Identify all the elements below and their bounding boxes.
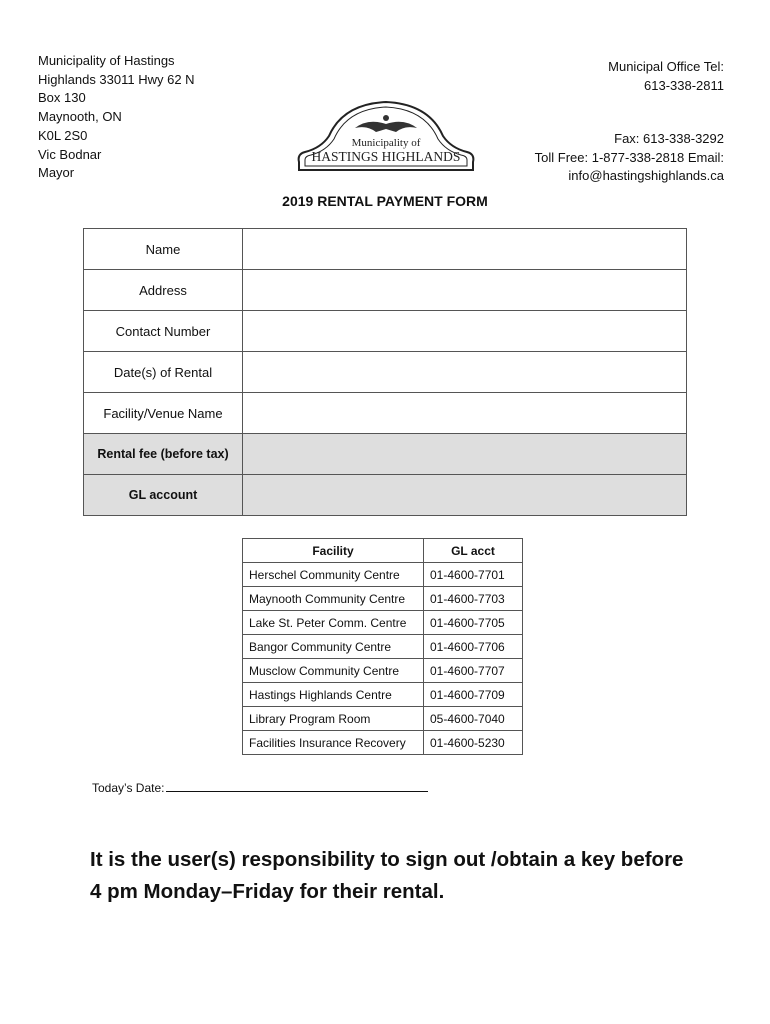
email-address: info@hastingshighlands.ca <box>568 168 724 184</box>
form-row-gl-account <box>84 475 687 516</box>
table-row <box>243 659 523 683</box>
table-row <box>243 707 523 731</box>
table-row <box>243 635 523 659</box>
hastings-highlands-logo <box>293 94 479 178</box>
name-field[interactable] <box>243 229 687 270</box>
form-label: Contact Number <box>84 311 243 352</box>
todays-date-field[interactable] <box>166 779 428 792</box>
form-label: Name <box>84 229 243 270</box>
form-label: Rental fee (before tax) <box>84 434 243 475</box>
logo-text-line2: HASTINGS HIGHLANDS <box>311 149 461 164</box>
facility-cell: Maynooth Community Centre <box>243 587 424 611</box>
form-label: Date(s) of Rental <box>84 352 243 393</box>
todays-date <box>92 779 428 795</box>
toll-free-number: Toll Free: 1-877-338-2818 Email: <box>534 149 724 165</box>
note-line: 4 pm Monday–Friday for their rental. <box>90 880 445 903</box>
form-title: 2019 RENTAL PAYMENT FORM <box>282 193 488 209</box>
address-line: Box 130 <box>38 90 86 106</box>
facility-cell: Bangor Community Centre <box>243 635 424 659</box>
gl-acct-cell: 01-4600-7707 <box>424 659 523 683</box>
logo-text-line1: Municipality of <box>351 137 421 149</box>
table-row <box>243 683 523 707</box>
form-label: GL account <box>84 475 243 516</box>
table-row <box>243 611 523 635</box>
address-line: K0L 2S0 <box>38 127 88 143</box>
facility-cell: Lake St. Peter Comm. Centre <box>243 611 424 635</box>
table-row <box>243 563 523 587</box>
facility-venue-field[interactable] <box>243 393 687 434</box>
column-header-facility: Facility <box>243 539 424 563</box>
address-line: Mayor <box>38 165 75 181</box>
gl-acct-cell: 01-4600-7709 <box>424 683 523 707</box>
form-row-name <box>84 229 687 270</box>
key-responsibility-note <box>90 844 730 908</box>
note-line: It is the user(s) responsibility to sign out /obtain a key before <box>90 848 684 871</box>
table-header-row <box>243 539 523 563</box>
fax-number: Fax: 613-338-3292 <box>614 131 724 146</box>
municipal-address <box>38 52 195 183</box>
address-field[interactable] <box>243 270 687 311</box>
facility-cell: Hastings Highlands Centre <box>243 683 424 707</box>
gl-acct-cell: 01-4600-7701 <box>424 563 523 587</box>
facility-cell: Facilities Insurance Recovery <box>243 731 424 755</box>
gl-account-field[interactable] <box>243 475 687 516</box>
rental-fee-field[interactable] <box>243 434 687 475</box>
address-line: Maynooth, ON <box>38 109 122 125</box>
office-phone-block <box>608 58 724 95</box>
gl-acct-cell: 01-4600-7705 <box>424 611 523 635</box>
facility-cell: Musclow Community Centre <box>243 659 424 683</box>
form-row-contact-number <box>84 311 687 352</box>
gl-acct-cell: 01-4600-7703 <box>424 587 523 611</box>
rental-form-table <box>83 228 687 516</box>
facility-cell: Library Program Room <box>243 707 424 731</box>
gl-account-table <box>242 538 523 755</box>
gl-acct-cell: 05-4600-7040 <box>424 707 523 731</box>
todays-date-label: Today’s Date: <box>92 781 165 795</box>
address-line: Municipality of Hastings <box>38 53 175 68</box>
address-line: Vic Bodnar <box>38 146 102 162</box>
fax-email-block <box>535 130 724 186</box>
table-row <box>243 731 523 755</box>
office-tel-label: Municipal Office Tel: <box>608 59 724 74</box>
form-row-address <box>84 270 687 311</box>
gl-acct-cell: 01-4600-7706 <box>424 635 523 659</box>
form-row-facility <box>84 393 687 434</box>
column-header-gl-acct: GL acct <box>424 539 523 563</box>
office-tel-number: 613-338-2811 <box>644 77 724 93</box>
table-row <box>243 587 523 611</box>
facility-cell: Herschel Community Centre <box>243 563 424 587</box>
form-label: Facility/Venue Name <box>84 393 243 434</box>
contact-number-field[interactable] <box>243 311 687 352</box>
form-row-rental-fee <box>84 434 687 475</box>
rental-dates-field[interactable] <box>243 352 687 393</box>
form-label: Address <box>84 270 243 311</box>
gl-acct-cell: 01-4600-5230 <box>424 731 523 755</box>
form-row-rental-dates <box>84 352 687 393</box>
address-line: Highlands 33011 Hwy 62 N <box>38 71 195 87</box>
